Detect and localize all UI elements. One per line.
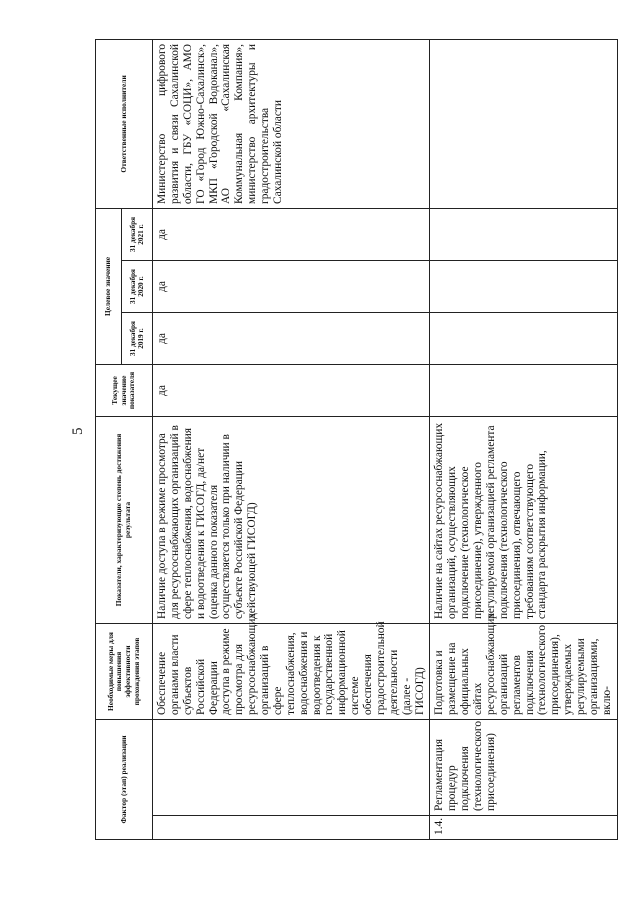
row-target-2019 xyxy=(430,313,617,365)
table-row xyxy=(153,39,430,839)
row-factor: Регламентация процедур подключения (технологического присоединения) xyxy=(430,720,617,816)
header-current: Текущее значение показателя xyxy=(96,365,153,417)
row-measure: Подготовка и размещение на официальных сайтах ресурсоснабжающих организаций регламентов подключения (технологического присоединения), утверждаемых регулируемыми организациями, вклю- xyxy=(430,624,617,720)
row-indicator: Наличие на сайтах ресурсоснабжающих организаций, осуществляющих подключение (технологическое присоединение), утвержденного регулируемой организацией регламента подключения (технологического присоединения), отвечающего требованиям соответствующего стандарта раскрытия информации, xyxy=(430,417,617,624)
row-current: да xyxy=(153,365,430,417)
header-target: Целевое значение xyxy=(96,208,122,364)
row-number xyxy=(153,816,430,840)
row-target-2021: да xyxy=(153,208,430,260)
row-current xyxy=(430,365,617,417)
row-responsible: Министерство цифрового развития и связи Сахалинской области, ГБУ «СОЦИ», АМО ГО «Город Южно-Сахалинск», МКП «Городской Водоканал», АО «Сахалинская Коммунальная Компания», министерство архитектуры и градостроительства Сахалинской области xyxy=(153,39,430,208)
measures-table xyxy=(95,39,618,840)
header-2020: 31 декабря 2020 г. xyxy=(122,261,153,313)
rotated-table-wrapper xyxy=(95,40,613,840)
row-target-2019: да xyxy=(153,313,430,365)
header-2021: 31 декабря 2021 г. xyxy=(122,208,153,260)
header-2019: 31 декабря 2019 г. xyxy=(122,313,153,365)
row-indicator: Наличие доступа в режиме просмотра для ресурсоснабжающих организаций в сфере теплоснабжения, водоснабжения и водоотведения к ГИСОГД, да/нет (оценка данного показателя осуществляется только при наличии в субъекте Российской Федерации действующей ГИСОГД) xyxy=(153,417,430,624)
row-number: 1.4. xyxy=(430,816,617,840)
table-header-row xyxy=(96,39,122,839)
row-target-2021 xyxy=(430,208,617,260)
header-indicators: Показатели, характеризующие степень достижения результата xyxy=(96,417,153,624)
row-target-2020: да xyxy=(153,261,430,313)
table-row xyxy=(430,39,617,839)
row-responsible xyxy=(430,39,617,208)
header-factor: Фактор (этап) реализации xyxy=(96,720,153,840)
row-factor xyxy=(153,720,430,816)
row-target-2020 xyxy=(430,261,617,313)
header-measures: Необходимые меры для повышения эффективности прохождения этапов xyxy=(96,624,153,720)
row-measure: Обеспечение органами власти субъектов Российской Федерации доступа в режиме просмотра для ресурсоснабжающих организаций в сфере теплоснабжения, водоснабжения и водоотведения к государственной информационной системе обеспечения градостроительной деятельности (далее - ГИСОГД) xyxy=(153,624,430,720)
page-number: 5 xyxy=(70,427,86,435)
header-responsible: Ответственные исполнители xyxy=(96,39,153,208)
